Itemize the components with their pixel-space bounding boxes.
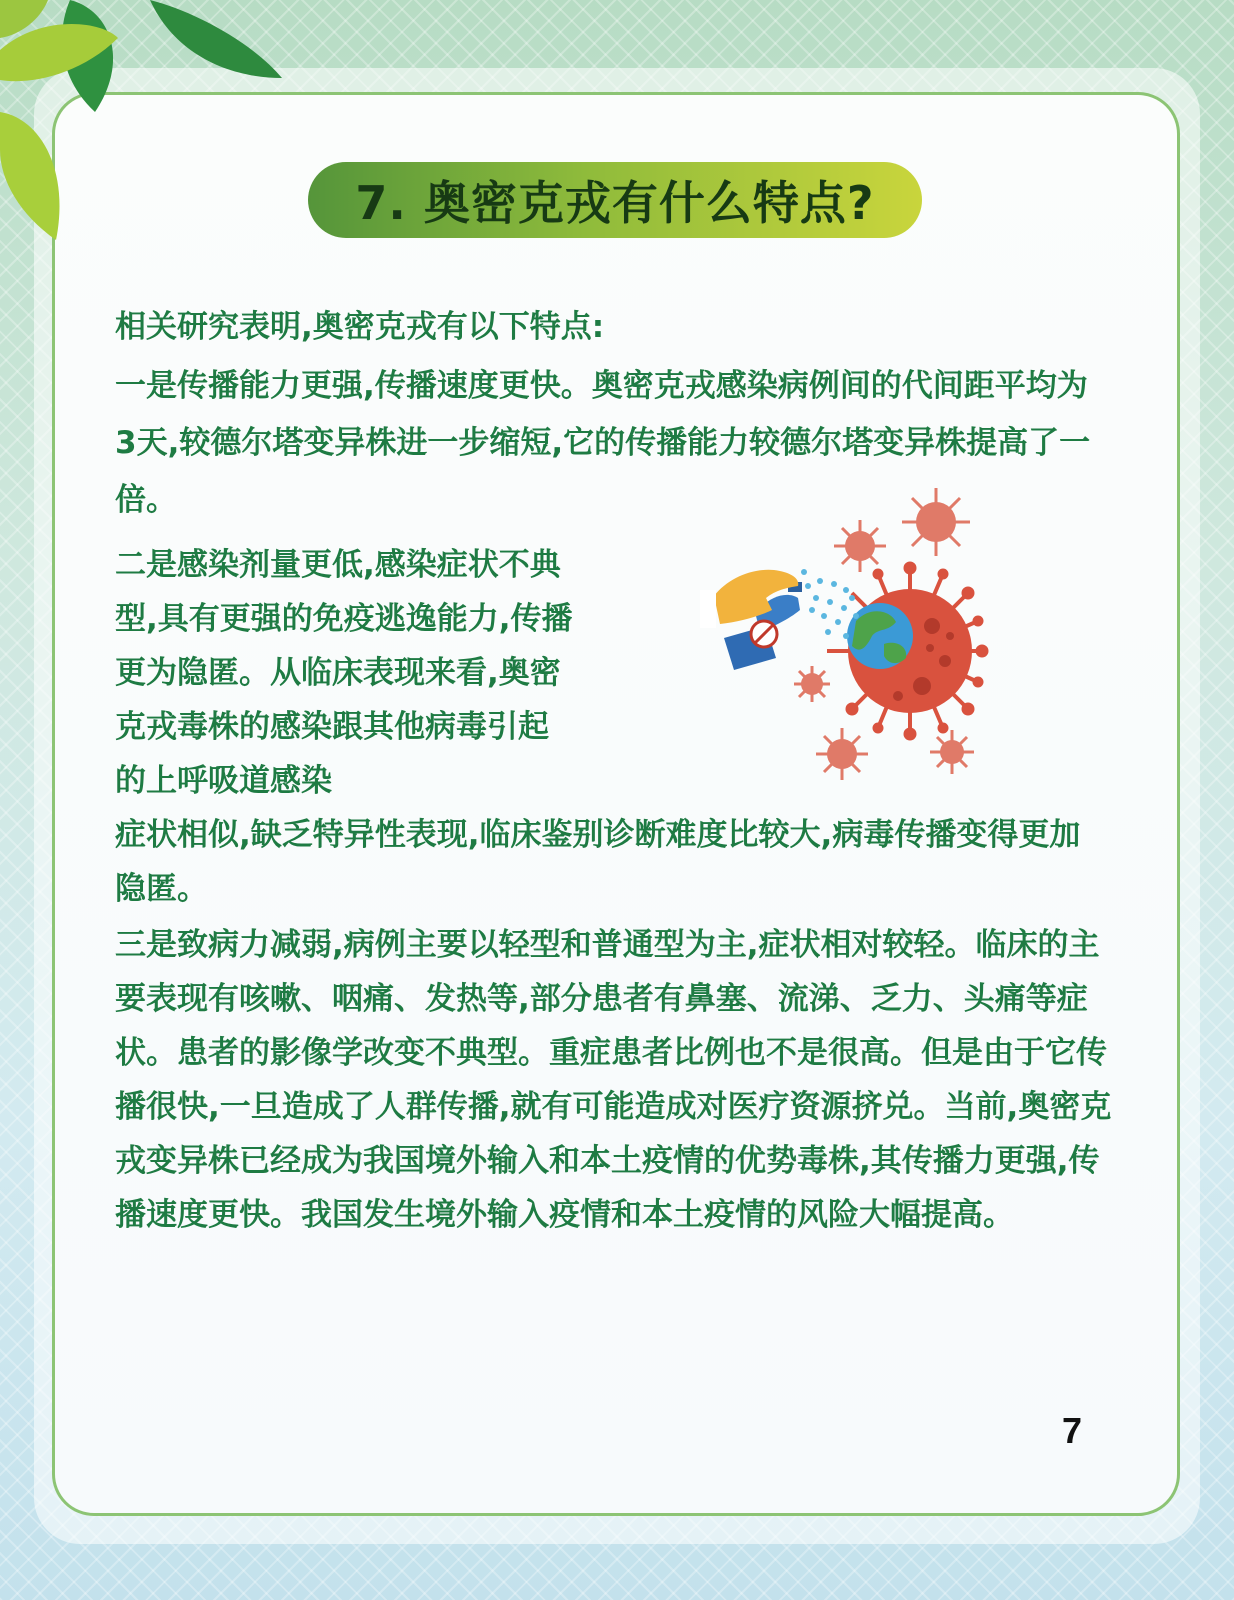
intro-paragraph: 相关研究表明,奥密克戎有以下特点: [115,309,605,345]
page-number: 7 [1062,1410,1083,1451]
page-title: 7. 奥密克戎有什么特点? [355,176,875,230]
title-banner [308,162,922,238]
point-1-paragraph: 一是传播能力更强,传播速度更快。奥密克戎感染病例间的代间距平均为3天,较德尔塔变异株进一步缩短,它的传播能力较德尔塔变异株提高了一倍。 [115,368,1091,518]
disinfectant-virus-illustration [700,486,1000,796]
globe-icon [847,603,913,669]
point-2-paragraph: 二是感染剂量更低,感染症状不典型,具有更强的免疫逃逸能力,传播更为隐匿。从临床表现来看,奥密克戎毒株的感染跟其他病毒引起的上呼吸道感染 [115,547,573,799]
point-2-paragraph-continued: 症状相似,缺乏特异性表现,临床鉴别诊断难度比较大,病毒传播变得更加隐匿。 [115,817,1081,907]
leaf-decoration [0,0,300,260]
point-3-paragraph: 三是致病力减弱,病例主要以轻型和普通型为主,症状相对较轻。临床的主要表现有咳嗽、咽痛、发热等,部分患者有鼻塞、流涕、乏力、头痛等症状。患者的影像学改变不典型。重症患者比例也不是很高。但是由于它传播很快,一旦造成了人群传播,就有可能造成对医疗资源挤兑。当前,奥密克戎变异株已经成为我国境外输入和本土疫情的优势毒株,其传播力更强,传播速度更快。我国发生境外输入疫情和本土疫情的风险大幅提高。 [115,927,1112,1233]
